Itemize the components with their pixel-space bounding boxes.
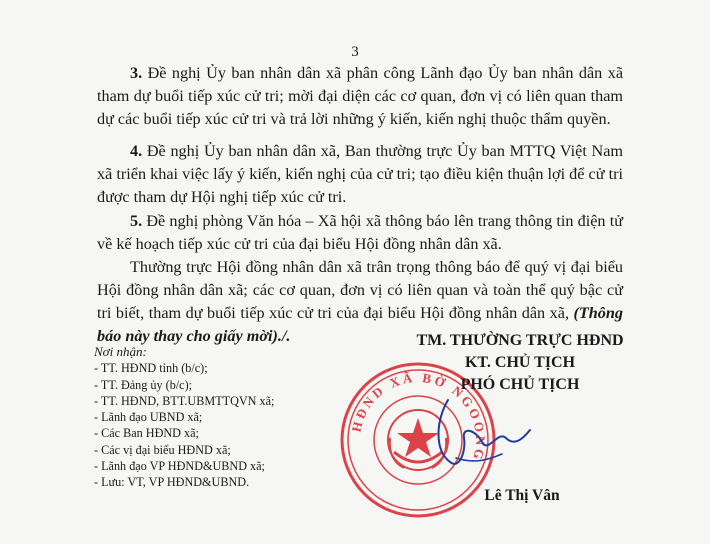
list-item: - Lãnh đạo UBND xã; [94, 410, 203, 425]
recipients-block [94, 344, 354, 491]
list-item: - Các Ban HĐND xã; [94, 426, 199, 441]
handwritten-signature-icon [426, 390, 536, 480]
paragraph-4-number: 4. [130, 142, 143, 160]
list-item: - Lãnh đạo VP HĐND&UBND xã; [94, 459, 265, 474]
recipients-list [94, 360, 354, 490]
list-item: - TT. HĐND tỉnh (b/c); [94, 361, 208, 376]
list-item: - Các vị đại biểu HĐND xã; [94, 442, 231, 457]
list-item: - Lưu: VT, VP HĐND&UBND. [94, 475, 250, 490]
list-item: - TT. Đảng ủy (b/c); [94, 377, 193, 392]
paragraph-3-text: Đề nghị Ủy ban nhân dân xã phân công Lãnh đạo Ủy ban nhân dân xã tham dự buổi tiếp xúc cử tri; mời đại diện các cơ quan, đơn vị có liên quan tham dự các buổi tiếp xúc cử tri và trả lời những ý kiến, kiến nghị thuộc thẩm quyền. [97, 64, 623, 128]
paragraph-3-number: 3. [130, 64, 143, 82]
paragraph-5-text: Đề nghị phòng Văn hóa – Xã hội xã thông báo lên trang thông tin điện tử về kế hoạch tiếp xúc cử tri của đại biểu Hội đồng nhân dân xã. [97, 212, 623, 253]
paragraph-4-text: Đề nghị Ủy ban nhân dân xã, Ban thường trực Ủy ban MTTQ Việt Nam xã triển khai việc lấy ý kiến, kiến nghị của cử tri; tạo điều kiện thuận lợi để cử tri được tham dự Hội nghị tiếp xúc cử tri. [97, 142, 623, 206]
seal-text: HĐND XÃ BỜ NGOONG [348, 369, 489, 464]
closing-bold-note: (Thông báo này thay cho giấy mời)./. [97, 304, 623, 345]
closing-text: Thường trực Hội đồng nhân dân xã trân trọng thông báo để quý vị đại biểu Hội đồng nhân dân xã; các cơ quan, đơn vị có liên quan và toàn thể quý bậc cử tri biết, tham dự buổi tiếp xúc cử tri của đại biểu Hội đồng nhân dân xã, [97, 258, 623, 322]
recipients-title: Nơi nhận: [94, 344, 147, 359]
signature-title-line2: KT. CHỦ TỊCH [464, 354, 576, 371]
paragraph-3 [97, 62, 623, 131]
signature-title-line1: TM. THƯỜNG TRỰC HĐND [416, 332, 624, 349]
signature-block [385, 330, 655, 396]
signer-name: Lê Thị Vân [484, 487, 560, 504]
paragraph-4 [97, 140, 623, 209]
signature-title-line3: PHÓ CHỦ TỊCH [460, 376, 580, 393]
paragraph-5-number: 5. [130, 212, 143, 230]
paragraph-5 [97, 210, 623, 256]
page-number: 3 [351, 44, 359, 60]
list-item: - TT. HĐND, BTT.UBMTTQVN xã; [94, 393, 275, 408]
